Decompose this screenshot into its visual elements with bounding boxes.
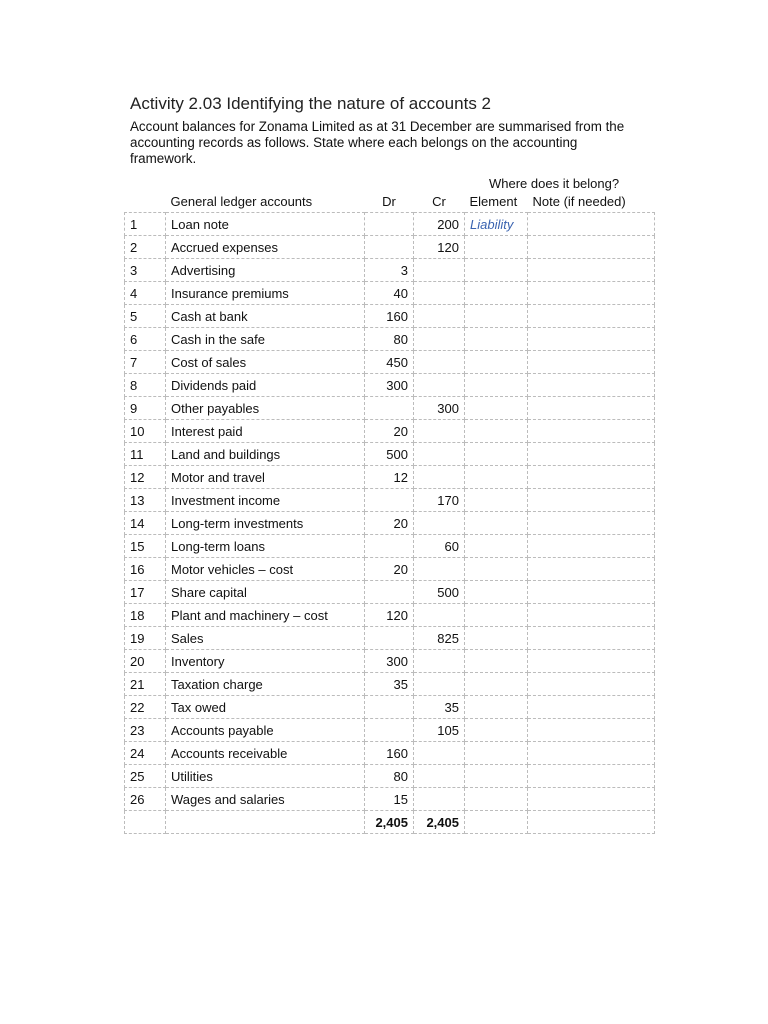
account-name: Advertising [166, 259, 365, 282]
dr-amount [365, 581, 414, 604]
note-input[interactable] [528, 765, 655, 788]
table-row [125, 213, 655, 236]
row-number: 5 [125, 305, 166, 328]
number-column-header [125, 190, 166, 213]
row-number: 24 [125, 742, 166, 765]
cr-total: 2,405 [414, 811, 465, 834]
account-name: Land and buildings [166, 443, 365, 466]
row-number: 14 [125, 512, 166, 535]
dr-amount: 80 [365, 328, 414, 351]
element-input[interactable] [465, 466, 528, 489]
cr-amount [414, 282, 465, 305]
element-input[interactable] [465, 443, 528, 466]
cr-amount [414, 466, 465, 489]
account-name: Motor vehicles – cost [166, 558, 365, 581]
element-input[interactable] [465, 581, 528, 604]
account-name: Cost of sales [166, 351, 365, 374]
row-number: 17 [125, 581, 166, 604]
note-input[interactable] [528, 512, 655, 535]
element-input[interactable] [465, 696, 528, 719]
dr-amount: 12 [365, 466, 414, 489]
note-input[interactable] [528, 696, 655, 719]
dr-amount: 500 [365, 443, 414, 466]
intro-line: Account balances for Zonama Limited as at 31 December are summarised from the [130, 119, 625, 134]
account-name: Loan note [166, 213, 365, 236]
note-input[interactable] [528, 213, 655, 236]
dr-amount: 3 [365, 259, 414, 282]
element-input[interactable] [465, 765, 528, 788]
row-number: 20 [125, 650, 166, 673]
cr-amount [414, 558, 465, 581]
note-input[interactable] [528, 581, 655, 604]
table-row [125, 259, 655, 282]
row-number: 13 [125, 489, 166, 512]
table-row [125, 535, 655, 558]
dr-amount: 300 [365, 374, 414, 397]
note-input[interactable] [528, 305, 655, 328]
row-number: 2 [125, 236, 166, 259]
table-row [125, 466, 655, 489]
note-input[interactable] [528, 328, 655, 351]
account-name: Insurance premiums [166, 282, 365, 305]
cr-amount: 300 [414, 397, 465, 420]
element-input[interactable] [465, 673, 528, 696]
note-input[interactable] [528, 604, 655, 627]
cr-amount: 120 [414, 236, 465, 259]
row-number: 4 [125, 282, 166, 305]
row-number: 1 [125, 213, 166, 236]
cr-amount [414, 788, 465, 811]
table-row [125, 719, 655, 742]
table-header-row [125, 190, 655, 213]
note-column-header: Note (if needed) [532, 193, 626, 209]
table-row [125, 742, 655, 765]
dr-amount: 300 [365, 650, 414, 673]
row-number: 7 [125, 351, 166, 374]
table-row [125, 627, 655, 650]
table-row [125, 673, 655, 696]
table-row [125, 328, 655, 351]
element-input[interactable] [465, 788, 528, 811]
note-input[interactable] [528, 719, 655, 742]
row-number: 25 [125, 765, 166, 788]
account-name: Long-term loans [166, 535, 365, 558]
cr-amount [414, 374, 465, 397]
element-input[interactable] [465, 282, 528, 305]
cr-amount: 500 [414, 581, 465, 604]
account-name: Dividends paid [166, 374, 365, 397]
note-input[interactable] [528, 535, 655, 558]
dr-amount [365, 236, 414, 259]
note-input[interactable] [528, 558, 655, 581]
dr-amount: 120 [365, 604, 414, 627]
row-number: 22 [125, 696, 166, 719]
account-name: Motor and travel [166, 466, 365, 489]
row-number: 21 [125, 673, 166, 696]
cr-amount [414, 765, 465, 788]
note-input[interactable] [528, 489, 655, 512]
element-input[interactable] [465, 236, 528, 259]
activity-title: Activity 2.03 Identifying the nature of accounts 2 [130, 94, 491, 113]
table-row [125, 305, 655, 328]
account-name: Inventory [166, 650, 365, 673]
row-number: 12 [125, 466, 166, 489]
cr-amount [414, 305, 465, 328]
row-number: 16 [125, 558, 166, 581]
element-input[interactable] [465, 305, 528, 328]
table-row [125, 236, 655, 259]
account-name: Other payables [166, 397, 365, 420]
dr-amount [365, 627, 414, 650]
element-column-header: Element [469, 193, 518, 209]
row-number: 10 [125, 420, 166, 443]
dr-amount: 20 [365, 512, 414, 535]
account-name: Wages and salaries [166, 788, 365, 811]
cr-amount [414, 604, 465, 627]
ledger-body [125, 213, 655, 834]
activity-intro [130, 119, 650, 167]
element-input[interactable] [465, 489, 528, 512]
cr-amount: 825 [414, 627, 465, 650]
intro-line: accounting records as follows. State where each belongs on the accounting [130, 135, 578, 150]
note-input[interactable] [528, 236, 655, 259]
cr-amount [414, 512, 465, 535]
totals-label-cell [166, 811, 365, 834]
dr-amount: 80 [365, 765, 414, 788]
account-name: Sales [166, 627, 365, 650]
cr-amount [414, 650, 465, 673]
element-input[interactable] [465, 719, 528, 742]
row-number: 15 [125, 535, 166, 558]
dr-amount: 20 [365, 558, 414, 581]
dr-amount: 40 [365, 282, 414, 305]
account-name: Cash at bank [166, 305, 365, 328]
cr-amount: 200 [414, 213, 465, 236]
element-input[interactable] [465, 604, 528, 627]
row-number: 6 [125, 328, 166, 351]
element-input[interactable] [465, 535, 528, 558]
dr-amount [365, 696, 414, 719]
table-row [125, 397, 655, 420]
dr-column-header: Dr [382, 193, 396, 209]
row-number: 18 [125, 604, 166, 627]
cr-amount [414, 420, 465, 443]
account-name: Interest paid [166, 420, 365, 443]
table-row [125, 788, 655, 811]
element-input[interactable] [465, 650, 528, 673]
row-number: 9 [125, 397, 166, 420]
table-row [125, 581, 655, 604]
note-input[interactable] [528, 374, 655, 397]
account-name: Utilities [166, 765, 365, 788]
row-number: 8 [125, 374, 166, 397]
table-row [125, 420, 655, 443]
account-name: Cash in the safe [166, 328, 365, 351]
dr-amount [365, 489, 414, 512]
note-input[interactable] [528, 259, 655, 282]
totals-note-cell [528, 811, 655, 834]
row-number: 3 [125, 259, 166, 282]
account-name: Accounts payable [166, 719, 365, 742]
intro-line: framework. [130, 151, 197, 166]
account-name: Tax owed [166, 696, 365, 719]
row-number: 23 [125, 719, 166, 742]
totals-row [125, 811, 655, 834]
dr-amount [365, 397, 414, 420]
dr-amount: 20 [365, 420, 414, 443]
dr-amount [365, 535, 414, 558]
dr-amount [365, 213, 414, 236]
note-input[interactable] [528, 466, 655, 489]
accounts-column-header: General ledger accounts [170, 193, 313, 209]
element-input[interactable] [465, 397, 528, 420]
note-input[interactable] [528, 788, 655, 811]
row-number: 26 [125, 788, 166, 811]
note-input[interactable] [528, 282, 655, 305]
note-input[interactable] [528, 673, 655, 696]
table-row [125, 765, 655, 788]
cr-amount [414, 351, 465, 374]
note-input[interactable] [528, 420, 655, 443]
element-input[interactable] [465, 742, 528, 765]
element-input[interactable] [465, 558, 528, 581]
table-row [125, 696, 655, 719]
ledger-table [124, 190, 655, 834]
cr-amount: 105 [414, 719, 465, 742]
note-input[interactable] [528, 443, 655, 466]
note-input[interactable] [528, 397, 655, 420]
element-input[interactable] [465, 259, 528, 282]
row-number: 11 [125, 443, 166, 466]
table-row [125, 512, 655, 535]
element-input[interactable]: Liability [465, 213, 528, 236]
account-name: Taxation charge [166, 673, 365, 696]
account-name: Plant and machinery – cost [166, 604, 365, 627]
account-name: Investment income [166, 489, 365, 512]
note-input[interactable] [528, 351, 655, 374]
note-input[interactable] [528, 650, 655, 673]
element-input[interactable] [465, 328, 528, 351]
element-input[interactable] [465, 512, 528, 535]
note-input[interactable] [528, 627, 655, 650]
table-row [125, 650, 655, 673]
account-name: Share capital [166, 581, 365, 604]
element-input[interactable] [465, 420, 528, 443]
cr-amount: 60 [414, 535, 465, 558]
where-does-it-belong-heading: Where does it belong? [489, 176, 620, 191]
account-name: Accounts receivable [166, 742, 365, 765]
element-input[interactable] [465, 374, 528, 397]
totals-element-cell [465, 811, 528, 834]
row-number: 19 [125, 627, 166, 650]
dr-amount: 160 [365, 742, 414, 765]
dr-amount: 15 [365, 788, 414, 811]
table-row [125, 558, 655, 581]
cr-amount [414, 259, 465, 282]
table-row [125, 351, 655, 374]
cr-amount [414, 328, 465, 351]
dr-amount: 450 [365, 351, 414, 374]
account-name: Long-term investments [166, 512, 365, 535]
table-row [125, 374, 655, 397]
cr-amount: 35 [414, 696, 465, 719]
cr-amount [414, 443, 465, 466]
totals-number-cell [125, 811, 166, 834]
account-name: Accrued expenses [166, 236, 365, 259]
element-input[interactable] [465, 351, 528, 374]
cr-amount: 170 [414, 489, 465, 512]
element-input[interactable] [465, 627, 528, 650]
cr-column-header: Cr [432, 193, 446, 209]
table-row [125, 443, 655, 466]
cr-amount [414, 673, 465, 696]
dr-amount [365, 719, 414, 742]
dr-amount: 35 [365, 673, 414, 696]
note-input[interactable] [528, 742, 655, 765]
dr-amount: 160 [365, 305, 414, 328]
table-row [125, 282, 655, 305]
table-row [125, 604, 655, 627]
table-row [125, 489, 655, 512]
dr-total: 2,405 [365, 811, 414, 834]
cr-amount [414, 742, 465, 765]
